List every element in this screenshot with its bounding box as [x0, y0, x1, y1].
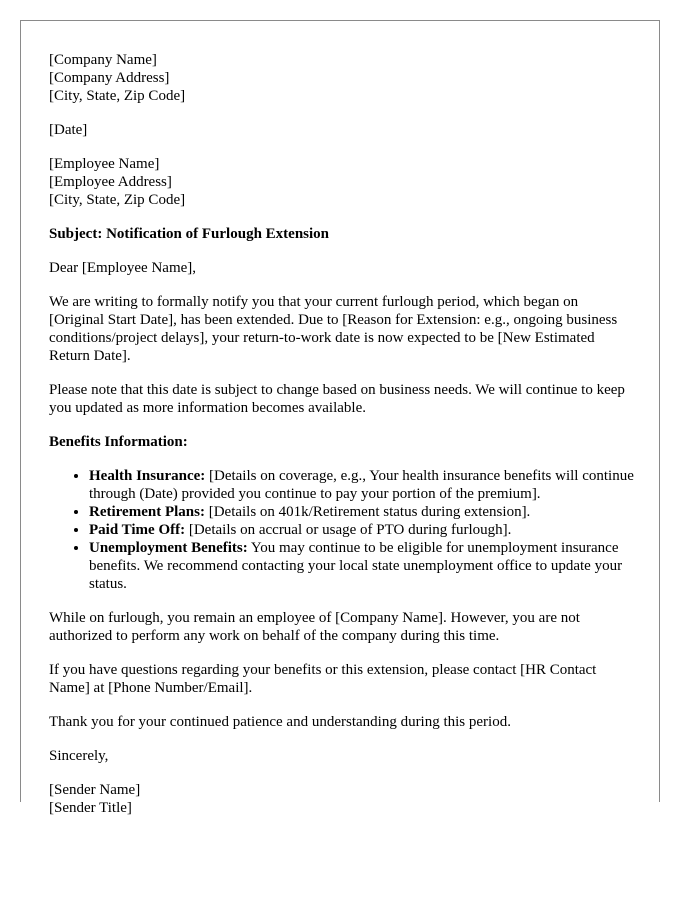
benefit-label: Health Insurance: [89, 468, 206, 484]
benefits-heading: Benefits Information: [49, 434, 188, 450]
benefit-item-unemployment [89, 539, 635, 593]
company-name: [Company Name] [49, 52, 157, 68]
intro-paragraph: We are writing to formally notify you that your current furlough period, which began on [Original Start Date], has been extended. Due to [Reason for Extension: e.g., ongoing business conditions/project delays], your return-to-work date is now expected to be [New Estimated Return Date]. [49, 294, 618, 364]
subject-line: Subject: Notification of Furlough Extension [49, 226, 330, 242]
status-paragraph: While on furlough, you remain an employee of [Company Name]. However, you are not authorized to perform any work on behalf of the company during this time. [49, 610, 580, 644]
questions-paragraph: If you have questions regarding your benefits or this extension, please contact [HR Contact Name] at [Phone Number/Email]. [49, 662, 597, 696]
benefits-list [49, 467, 635, 593]
benefit-text: [Details on coverage, e.g., Your health insurance benefits will continue through (Date) provided you continue to pay your portion of the premium]. [89, 468, 634, 502]
benefit-item-pto [89, 521, 635, 539]
employee-name: [Employee Name] [49, 156, 160, 172]
letter-content [49, 51, 635, 833]
signature-block [49, 781, 635, 817]
benefit-text: You may continue to be eligible for unemployment insurance benefits. We recommend contacting your local state unemployment office to update your status. [89, 540, 623, 592]
sender-name: [Sender Name] [49, 782, 141, 798]
benefit-text: [Details on 401k/Retirement status during extension]. [204, 504, 531, 520]
salutation: Dear [Employee Name], [49, 260, 197, 276]
letter-date: [Date] [49, 122, 88, 138]
note-paragraph: Please note that this date is subject to change based on business needs. We will continue to keep you updated as more information becomes available. [49, 382, 625, 416]
letter-page [20, 20, 660, 816]
benefit-label: Paid Time Off: [89, 522, 186, 538]
benefit-text: [Details on accrual or usage of PTO during furlough]. [185, 522, 512, 538]
employee-address: [Employee Address] [49, 174, 172, 190]
benefit-label: Retirement Plans: [89, 504, 205, 520]
benefit-label: Unemployment Benefits: [89, 540, 248, 556]
company-address: [Company Address] [49, 70, 170, 86]
closing: Sincerely, [49, 748, 109, 764]
benefit-item-retirement [89, 503, 635, 521]
thanks-paragraph: Thank you for your continued patience and understanding during this period. [49, 714, 511, 730]
sender-title: [Sender Title] [49, 800, 132, 816]
recipient-address [49, 155, 635, 209]
benefit-item-health [89, 467, 635, 503]
sender-address [49, 51, 635, 105]
company-city-state-zip: [City, State, Zip Code] [49, 88, 186, 104]
employee-city-state-zip: [City, State, Zip Code] [49, 192, 186, 208]
